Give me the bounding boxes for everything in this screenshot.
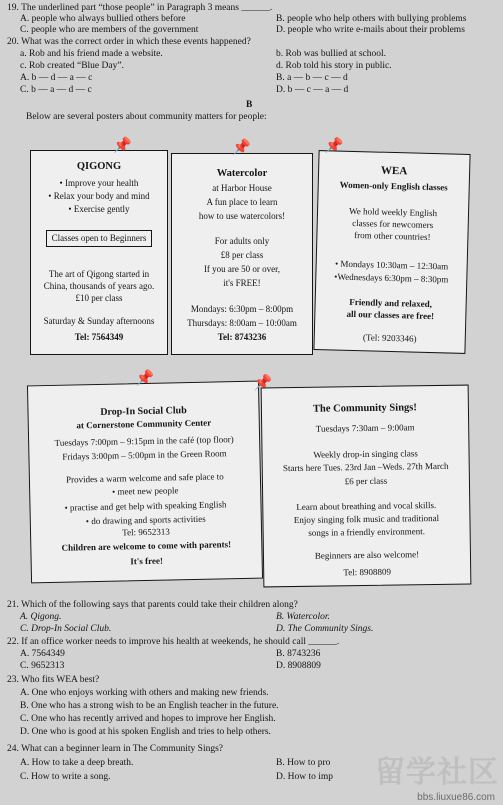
qigong-price: £10 per class [75,293,123,303]
q24-option-a: A. How to take a deep breath. [20,758,134,768]
section-intro: Below are several posters about community matters for people: [26,112,267,122]
watercolor-line-3: how to use watercolors! [198,211,286,221]
wea-line-1: We hold weekly English [348,205,438,219]
dropin-line-1: Provides a warm welcome and safe place to [65,471,224,485]
q21-option-d: D. The Community Sings. [276,624,374,634]
pushpin-icon: 📌 [232,140,251,156]
q23-option-b: B. One who has a strong wish to be an English teacher in the future. [20,701,279,711]
watercolor-title: Watercolor [216,168,268,179]
sings-desc-1: Learn about breathing and vocal skills. [296,500,437,512]
wea-line-2: classes for newcomers [352,217,434,231]
dropin-bold-2: It's free! [130,555,164,567]
q21-option-c: C. Drop-In Social Club. [20,624,112,634]
dropin-time-1: Tuesdays 7:00pm – 9:15pm in the café (top floor) [54,434,234,448]
watercolor-line-5: For adults only [214,236,270,246]
pushpin-icon: 📌 [324,138,344,155]
q20-event-d: d. Rob told his story in public. [276,61,392,71]
q20-option-d: D. b — c — a — d [276,85,349,95]
poster-wea [313,138,470,354]
qigong-title: QIGONG [76,161,122,172]
q20-option-a: A. b — d — a — c [20,73,93,83]
dropin-time-2: Fridays 3:00pm – 5:00pm in the Green Room [62,448,227,462]
qigong-line-1: • Improve your health [59,178,139,188]
dropin-line-3: • practise and get help with speaking English [64,499,227,513]
wea-tel: (Tel: 9203346) [362,332,417,344]
sings-time: Tuesdays 7:30am – 9:00am [315,422,415,434]
wea-line-3: from other countries! [354,230,431,243]
qigong-tel: Tel: 7564349 [74,332,124,342]
wea-subtitle: Women-only English classes [339,179,448,193]
sings-welcome: Beginners are also welcome! [314,549,420,561]
q20-event-c: c. Rob created “Blue Day”. [20,61,124,71]
dropin-line-4: • do drawing and sports activities [85,513,206,527]
qigong-desc-2: China, thousands of years ago. [43,281,155,291]
q19-stem: 19. The underlined part “those people” in Paragraph 3 means ______. [7,3,273,13]
qigong-beginners-box: Classes open to Beginners [46,230,153,247]
sings-desc-2: Enjoy singing folk music and traditional [293,512,440,526]
q22-option-c: C. 9652313 [20,661,65,671]
q22-stem: 22. If an office worker needs to improve his health at weekends, he should call ______. [7,637,340,647]
watercolor-line-7: If you are 50 or over, [203,264,281,274]
sings-title: The Community Sings! [312,402,417,415]
q23-option-a: A. One who enjoys working with others and making new friends. [20,688,269,698]
watercolor-line-1: at Harbor House [212,183,272,193]
q19-option-d: D. people who write e-mails about their problems [276,25,465,35]
q24-option-b: B. How to pro [276,758,331,768]
watermark-url: bbs.liuxue86.com [417,792,495,803]
wea-title: WEA [380,164,408,178]
sings-desc-3: songs in a friendly environment. [308,526,426,538]
q23-option-c: C. One who has recently arrived and hopes to improve her English. [20,714,276,724]
q21-option-a: A. Qigong. [20,612,62,622]
q21-option-b: B. Watercolor. [276,612,330,622]
q24-stem: 24. What can a beginner learn in The Community Sings? [7,744,223,754]
section-letter: B [246,100,253,110]
q23-option-d: D. One who is good at his spoken English and tries to help others. [20,727,271,737]
watermark-logo: 留学社区 [375,756,499,789]
q19-option-a: A. people who always bullied others before [20,14,186,24]
q22-option-d: D. 8908809 [276,661,321,671]
sings-tel: Tel: 8908809 [343,566,392,578]
q20-event-b: b. Rob was bullied at school. [276,49,387,59]
poster-watercolor [171,140,313,355]
q22-option-a: A. 7564349 [20,649,65,659]
dropin-tel: Tel: 9652313 [122,526,170,538]
watercolor-time-2: Thursdays: 8:00am – 10:00am [187,318,297,328]
qigong-line-3: • Exercise gently [68,204,130,214]
q23-stem: 23. Who fits WEA best? [7,675,100,685]
pushpin-icon: 📌 [113,138,132,154]
poster-community-sings [253,375,472,588]
q22-option-b: B. 8743236 [276,649,321,659]
dropin-subtitle: at Cornerstone Community Center [76,417,212,431]
poster-drop-in [27,370,263,584]
wea-time-1: • Mondays 10:30am – 12:30am [334,258,449,272]
q20-event-a: a. Rob and his friend made a website. [20,49,163,59]
wea-bold-2: all our classes are free! [346,308,435,322]
watercolor-time-1: Mondays: 6:30pm – 8:00pm [190,304,294,314]
q21-stem: 21. Which of the following says that parents could take their children along? [7,600,298,610]
q19-option-c: C. people who are members of the government [20,25,199,35]
pushpin-icon: 📌 [135,370,155,388]
watercolor-line-2: A fun place to learn [206,197,278,207]
sings-price: £6 per class [344,475,388,487]
q24-option-c: C. How to write a song. [20,772,111,782]
sings-line-1: Weekly drop-in singing class [313,448,418,460]
poster-qigong [30,138,168,355]
wea-time-2: •Wednesdays 6:30pm – 8:30pm [334,271,449,285]
watercolor-line-6: £8 per class [220,250,264,260]
qigong-line-2: • Relax your body and mind [48,191,150,201]
q19-option-b: B. people who help others with bullying problems [276,14,467,24]
q20-stem: 20. What was the correct order in which these events happened? [7,37,251,47]
wea-bold-1: Friendly and relaxed, [349,296,433,310]
q24-option-d: D. How to imp [276,772,333,782]
dropin-title: Drop-In Social Club [100,405,187,418]
watercolor-line-8: it's FREE! [223,278,261,288]
watercolor-tel: Tel: 8743236 [217,332,267,342]
dropin-line-2: • meet new people [111,485,179,497]
q20-option-c: C. b — a — d — c [20,85,92,95]
qigong-desc-1: The art of Qigong started in [48,269,150,279]
pushpin-icon: 📌 [253,375,273,392]
dropin-bold-1: Children are welcome to come with parents! [61,539,232,553]
qigong-days: Saturday & Sunday afternoons [43,316,155,326]
sings-line-2: Starts here Tues. 23rd Jan –Weds. 27th March [282,460,449,474]
q20-option-b: B. a — b — c — d [276,73,348,83]
